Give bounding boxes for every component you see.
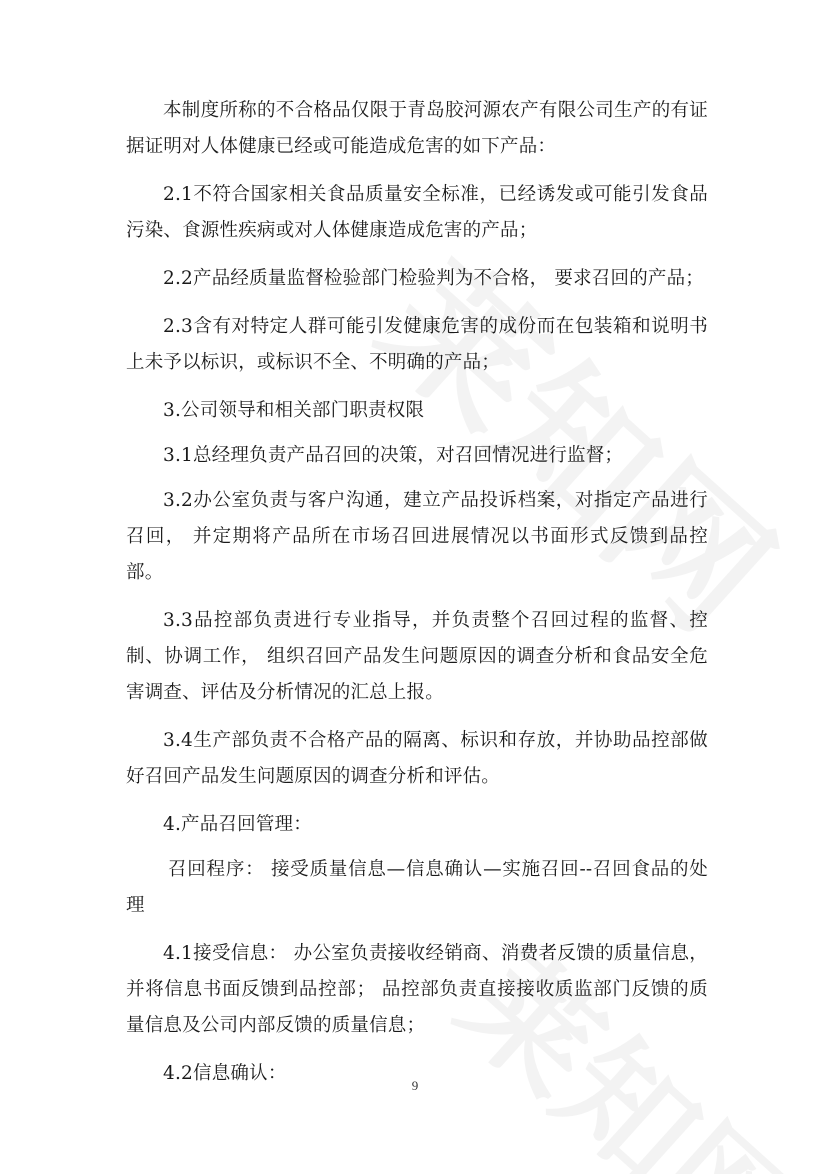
- paragraph-recall-procedure: 召回程序： 接受质量信息—信息确认—实施召回--召回食品的处理: [126, 859, 708, 916]
- paragraph-3-3: 3.3品控部负责进行专业指导，并负责整个召回过程的监督、控制、协调工作， 组织召回产品发生问题原因的调查分析和食品安全危害调查、评估及分析情况的汇总上报。: [126, 610, 708, 703]
- paragraph-2-2: 2.2产品经质量监督检验部门检验判为不合格， 要求召回的产品；: [163, 268, 705, 289]
- document-body: [126, 93, 708, 1104]
- paragraph-2-3: 2.3含有对特定人群可能引发健康危害的成份而在包装箱和说明书上未予以标识，或标识不全、不明确的产品；: [126, 316, 708, 373]
- section-heading-4: 4.产品召回管理：: [163, 814, 312, 835]
- paragraph-3-1: 3.1总经理负责产品召回的决策，对召回情况进行监督；: [163, 445, 624, 466]
- section-heading-3: 3.公司领导和相关部门职责权限: [163, 400, 425, 421]
- paragraph-4-2: 4.2信息确认：: [163, 1063, 287, 1084]
- paragraph-3-4: 3.4生产部负责不合格产品的隔离、标识和存放，并协助品控部做好召回产品发生问题原因的调查分析和评估。: [126, 730, 708, 787]
- page-number: 9: [411, 1078, 419, 1093]
- paragraph-4-1: 4.1接受信息： 办公室负责接收经销商、消费者反馈的质量信息，并将信息书面反馈到品控部； 品控部负责直接接收质监部门反馈的质量信息及公司内部反馈的质量信息；: [126, 943, 708, 1036]
- paragraph-2-1: 2.1不符合国家相关食品质量安全标准，已经诱发或可能引发食品污染、食源性疾病或对人体健康造成危害的产品；: [126, 184, 708, 241]
- paragraph-3-2: 3.2办公室负责与客户沟通，建立产品投诉档案，对指定产品进行召回， 并定期将产品所在市场召回进展情况以书面形式反馈到品控部。: [126, 490, 708, 583]
- paragraph-scope: 本制度所称的不合格品仅限于青岛胶河源农产有限公司生产的有证据证明对人体健康已经或可能造成危害的如下产品：: [126, 100, 708, 157]
